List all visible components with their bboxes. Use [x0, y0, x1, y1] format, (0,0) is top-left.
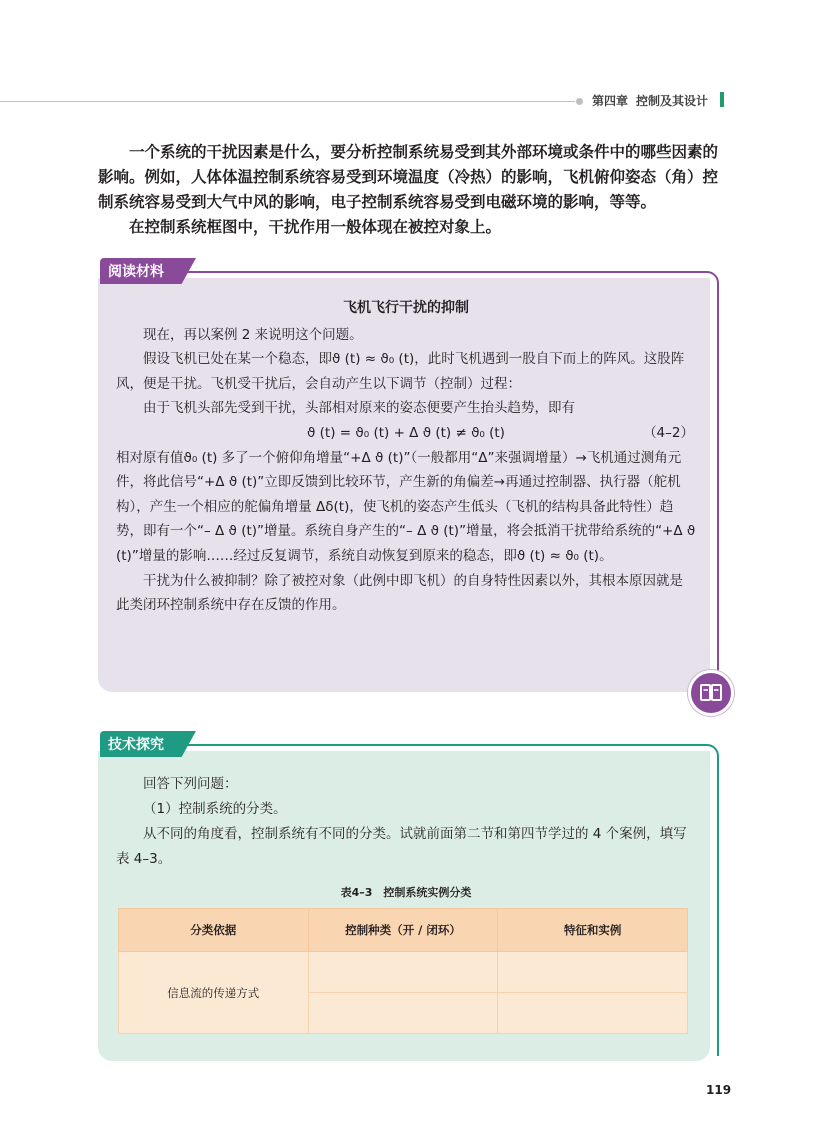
book-icon [688, 670, 734, 716]
table-cell-blank[interactable] [498, 993, 688, 1034]
intro-paragraph-1: 一个系统的干扰因素是什么，要分析控制系统易受到其外部环境或条件中的哪些因素的影响。例如，人体体温控制系统容易受到环境温度（冷热）的影响，飞机俯仰姿态（角）控制系统容易受到大气中风的影响，电子控制系统容易受到电磁环境的影响，等等。 [98, 143, 719, 211]
tech-tab-label: 技术探究 [108, 737, 164, 753]
chapter-title: 控制及其设计 [636, 94, 709, 108]
reading-paragraph-3: 由于飞机头部先受到干扰，头部相对原来的姿态便要产生抬头趋势，即有 [143, 400, 575, 417]
table-cell-blank[interactable] [308, 993, 498, 1034]
page-number: 119 [706, 1083, 732, 1097]
running-header [592, 92, 716, 109]
reading-paragraph-4: 相对原有值ϑ₀ (t) 多了一个俯仰角增量“+Δ ϑ (t)”（一般都用“Δ”来强调增量）→飞机通过测角元件，将此信号“+Δ ϑ (t)”立即反馈到比较环节，产生新的角偏差→再通过控制器、执行器（舵机构），产生一个相应的舵偏角增量 Δδ(t)，使飞机的姿态产生低头（飞机的结构具备此特性）趋势，即有一个“– Δ ϑ (t)”增量。系统自身产生的“– Δ ϑ (t)”增量，将会抵消干扰带给系统的“+Δ ϑ (t)”增量的影响……经过反复调节，系统自动恢复到原来的稳态，即ϑ (t) ≈ ϑ₀ (t)。 [116, 449, 696, 564]
intro-section [98, 140, 728, 240]
table-row-label: 信息流的传递方式 [119, 952, 309, 1034]
reading-tab-label: 阅读材料 [108, 264, 164, 280]
tech-paragraph-2: （1）控制系统的分类。 [143, 801, 287, 817]
equation: ϑ (t) = ϑ₀ (t) + Δ ϑ (t) ≠ ϑ₀ (t) [307, 424, 505, 441]
header-dot [576, 98, 583, 105]
header-accent-bar [720, 92, 724, 107]
table-header-cell: 控制种类（开 / 闭环） [308, 909, 498, 952]
table-header-row [119, 909, 688, 952]
table-header-cell: 分类依据 [119, 909, 309, 952]
tech-paragraph-3: 从不同的角度看，控制系统有不同的分类。试就前面第二节和第四节学过的 4 个案例，填写表 4–3。 [116, 826, 687, 867]
table-cell-blank[interactable] [308, 952, 498, 993]
equation-number: （4–2） [643, 424, 694, 441]
table-header-cell: 特征和实例 [498, 909, 688, 952]
header-rule [0, 101, 575, 102]
reading-content [116, 296, 696, 618]
intro-paragraph-2: 在控制系统框图中，干扰作用一般体现在被控对象上。 [129, 218, 502, 236]
tech-paragraph-1: 回答下列问题： [143, 776, 238, 792]
classification-table [118, 908, 688, 1034]
table-cell-blank[interactable] [498, 952, 688, 993]
reading-title: 飞机飞行干扰的抑制 [343, 300, 469, 316]
table-row [119, 952, 688, 993]
reading-paragraph-5: 干扰为什么被抑制？除了被控对象（此例中即飞机）的自身特性因素以外，其根本原因就是此类闭环控制系统中存在反馈的作用。 [116, 572, 683, 614]
tech-content [116, 772, 696, 872]
equation-line [116, 421, 696, 446]
reading-paragraph-1: 现在，再以案例 2 来说明这个问题。 [143, 326, 363, 343]
chapter-label: 第四章 [592, 94, 629, 108]
table-caption: 表4–3 控制系统实例分类 [340, 886, 472, 899]
reading-paragraph-2: 假设飞机已处在某一个稳态，即ϑ (t) ≈ ϑ₀ (t)，此时飞机遇到一股自下而上的阵风。这股阵风，便是干扰。飞机受干扰后，会自动产生以下调节（控制）过程： [116, 351, 685, 392]
